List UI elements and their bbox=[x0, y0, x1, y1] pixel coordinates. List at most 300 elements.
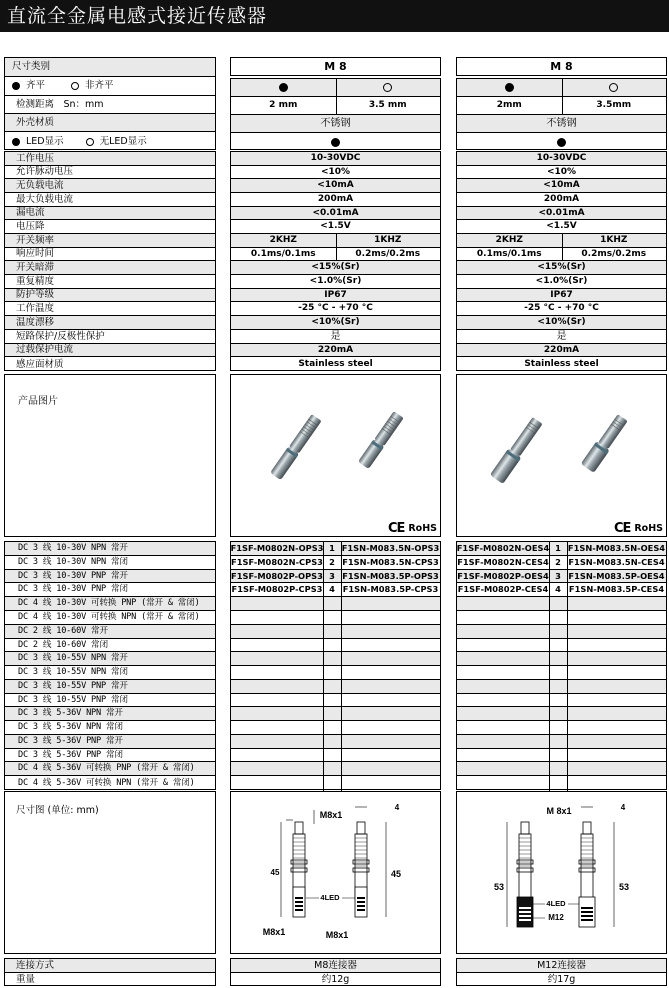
footer-label-box bbox=[4, 958, 216, 986]
model-nonflush bbox=[567, 762, 666, 775]
divider bbox=[549, 776, 550, 791]
model-nonflush bbox=[567, 735, 666, 748]
model-row bbox=[231, 611, 440, 625]
model-row bbox=[231, 694, 440, 707]
dimension-label-box bbox=[4, 791, 216, 954]
divider bbox=[341, 666, 342, 679]
filled-dot-icon bbox=[505, 83, 514, 92]
weight-label: 重量 bbox=[16, 974, 36, 986]
model-nonflush bbox=[567, 597, 666, 610]
model-row bbox=[457, 721, 666, 735]
output-type: DC 3 线 10-30V PNP 常开 bbox=[5, 570, 215, 583]
cert-marks bbox=[614, 521, 663, 536]
spec-label: 允许脉动电压 bbox=[5, 166, 215, 179]
output-type: DC 3 线 10-55V NPN 常开 bbox=[5, 652, 215, 666]
model-nonflush bbox=[341, 666, 440, 679]
model-flush bbox=[231, 666, 323, 679]
divider bbox=[323, 652, 324, 665]
flush-text: 齐平 bbox=[26, 80, 46, 92]
divider bbox=[567, 583, 568, 596]
divider bbox=[341, 735, 342, 748]
spec-value: -25 °C - +70 °C bbox=[231, 302, 440, 316]
divider bbox=[549, 680, 550, 693]
model-nonflush bbox=[341, 680, 440, 693]
output-type: DC 2 线 10-60V 常开 bbox=[5, 625, 215, 639]
model-nonflush bbox=[567, 639, 666, 651]
divider bbox=[567, 694, 568, 706]
dimension-label: 尺寸图 (单位: mm) bbox=[16, 805, 99, 816]
divider bbox=[323, 680, 324, 693]
divider bbox=[323, 762, 324, 775]
divider bbox=[323, 556, 324, 569]
freq-nonflush: 1KHZ bbox=[374, 235, 402, 245]
sensor-image bbox=[581, 413, 630, 473]
model-nonflush bbox=[567, 749, 666, 761]
sensor-outline bbox=[579, 822, 595, 927]
divider bbox=[567, 680, 568, 693]
output-type: DC 3 线 5-36V PNP 常开 bbox=[5, 735, 215, 749]
model-row bbox=[457, 776, 666, 791]
divider bbox=[567, 721, 568, 734]
output-type: DC 3 线 5-36V NPN 常闭 bbox=[5, 721, 215, 735]
spec-value: <10mA bbox=[231, 179, 440, 193]
led-legend bbox=[5, 132, 215, 151]
divider bbox=[549, 749, 550, 761]
model-row bbox=[457, 625, 666, 639]
divider bbox=[567, 625, 568, 638]
divider bbox=[323, 625, 324, 638]
spec-value: <15%(Sr) bbox=[457, 261, 666, 275]
dim-label: 53 bbox=[493, 882, 505, 892]
model-index: 2 bbox=[555, 557, 561, 568]
nonflush-text: 非齐平 bbox=[85, 80, 114, 92]
model-index: 4 bbox=[555, 584, 561, 595]
rohs-mark: RoHS bbox=[634, 523, 663, 534]
model-flush bbox=[231, 597, 323, 610]
model-row bbox=[231, 625, 440, 639]
distance-row bbox=[457, 97, 666, 115]
model-row bbox=[457, 570, 666, 583]
divider bbox=[341, 762, 342, 775]
dim-label: 4LED bbox=[320, 893, 340, 902]
housing-label: 外壳材质 bbox=[5, 114, 215, 132]
spec-label: 漏电流 bbox=[5, 207, 215, 220]
model-nonflush bbox=[341, 652, 440, 665]
spec-label: 工作温度 bbox=[5, 302, 215, 316]
model-nonflush: F1SN-M083.5N-CES4 bbox=[568, 557, 665, 568]
dim-label: 45 bbox=[270, 868, 280, 877]
spec-label: 过载保护电流 bbox=[5, 344, 215, 357]
model-nonflush: F1SN-M083.5P-OPS3 bbox=[342, 570, 439, 581]
model-nonflush: F1SN-M083.5P-CES4 bbox=[568, 584, 665, 595]
divider bbox=[549, 597, 550, 610]
flush-symbols-row bbox=[457, 79, 666, 97]
model-row bbox=[457, 666, 666, 680]
flush-cell bbox=[457, 79, 562, 96]
model-index bbox=[549, 721, 567, 734]
model-index bbox=[323, 776, 341, 791]
spec-value: <10% bbox=[457, 166, 666, 179]
dim-label: M12 bbox=[548, 913, 564, 922]
model-nonflush bbox=[567, 680, 666, 693]
resp-flush: 0.1ms/0.1ms bbox=[250, 248, 316, 259]
spec-label: 最大负载电流 bbox=[5, 193, 215, 207]
freq-nonflush: 1KHZ bbox=[600, 235, 628, 245]
divider bbox=[549, 694, 550, 706]
model-nonflush bbox=[567, 652, 666, 665]
divider bbox=[341, 721, 342, 734]
model-flush bbox=[231, 735, 323, 748]
spec-value: Stainless steel bbox=[524, 359, 599, 369]
dim-label: M8x1 bbox=[319, 810, 343, 820]
spec-value: <10mA bbox=[457, 179, 666, 193]
model-row bbox=[231, 749, 440, 762]
divider bbox=[567, 776, 568, 791]
divider bbox=[549, 652, 550, 665]
size-value: M 8 bbox=[324, 60, 347, 73]
footer-values bbox=[230, 958, 441, 986]
cert-marks bbox=[388, 521, 437, 536]
model-nonflush bbox=[341, 639, 440, 651]
model-row bbox=[457, 680, 666, 694]
model-flush bbox=[231, 707, 323, 720]
spec-value: <10%(Sr) bbox=[457, 316, 666, 330]
model-nonflush bbox=[341, 776, 440, 791]
model-flush bbox=[231, 721, 323, 734]
dimension-drawing-box bbox=[230, 791, 441, 954]
spec-label: 开关暗滞 bbox=[5, 261, 215, 275]
model-index bbox=[549, 652, 567, 665]
model-nonflush bbox=[567, 721, 666, 734]
model-flush bbox=[457, 611, 549, 624]
rohs-mark: RoHS bbox=[408, 523, 437, 534]
output-types-box bbox=[4, 541, 216, 790]
model-flush: F1SF-M0802P-CES4 bbox=[457, 584, 549, 595]
resp-row bbox=[457, 248, 666, 261]
spec-value: 220mA bbox=[231, 344, 440, 357]
model-nonflush: F1SN-M083.5N-OPS3 bbox=[341, 543, 440, 554]
model-row bbox=[231, 542, 440, 556]
divider bbox=[567, 749, 568, 761]
dim-label: 4 bbox=[620, 803, 626, 812]
spec-label: 温度漂移 bbox=[5, 316, 215, 330]
spec-value: <15%(Sr) bbox=[231, 261, 440, 275]
model-nonflush: F1SN-M083.5P-OES4 bbox=[568, 570, 665, 581]
model-index: 2 bbox=[329, 557, 335, 568]
distance-row bbox=[231, 97, 440, 115]
model-row bbox=[457, 583, 666, 597]
spec-value: 10-30VDC bbox=[231, 152, 440, 166]
output-type: DC 4 线 10-30V 可转换 PNP (常开 & 常闭) bbox=[5, 597, 215, 611]
spec-value: <1.0%(Sr) bbox=[457, 275, 666, 289]
model-table bbox=[456, 541, 667, 790]
model-flush bbox=[457, 597, 549, 610]
model-flush: F1SF-M0802N-CES4 bbox=[457, 557, 549, 568]
model-nonflush: F1SN-M083.5N-OES4 bbox=[567, 543, 666, 554]
model-flush bbox=[457, 721, 549, 734]
divider bbox=[341, 776, 342, 791]
model-row bbox=[457, 597, 666, 611]
model-row bbox=[457, 694, 666, 707]
model-index bbox=[549, 749, 567, 761]
model-index bbox=[549, 625, 567, 638]
output-type: DC 3 线 10-55V NPN 常闭 bbox=[5, 666, 215, 680]
model-nonflush bbox=[567, 694, 666, 706]
model-row bbox=[457, 556, 666, 570]
model-row bbox=[231, 721, 440, 735]
led-yes-text: LED显示 bbox=[26, 135, 64, 147]
spec-value: <1.5V bbox=[231, 220, 440, 234]
spec-label: 响应时间 bbox=[5, 248, 215, 261]
output-type: DC 3 线 10-55V PNP 常闭 bbox=[5, 694, 215, 707]
model-row bbox=[457, 611, 666, 625]
model-index bbox=[323, 597, 341, 610]
sensor-outline bbox=[353, 822, 369, 917]
dim-label: M8x1 bbox=[262, 927, 286, 937]
model-index bbox=[323, 680, 341, 693]
model-row bbox=[457, 762, 666, 776]
model-index: 4 bbox=[329, 584, 335, 595]
model-flush bbox=[231, 611, 323, 624]
model-nonflush bbox=[341, 721, 440, 734]
spec-value: IP67 bbox=[231, 289, 440, 302]
spec-top-values bbox=[230, 78, 441, 150]
output-type: DC 3 线 5-36V PNP 常闭 bbox=[5, 749, 215, 762]
flush-cell bbox=[231, 79, 336, 96]
spec-value: <1.0%(Sr) bbox=[231, 275, 440, 289]
model-index bbox=[323, 721, 341, 734]
filled-dot-icon bbox=[331, 138, 340, 147]
model-flush bbox=[231, 762, 323, 775]
model-nonflush: F1SN-M083.5P-CPS3 bbox=[342, 584, 439, 595]
model-index bbox=[549, 707, 567, 720]
spec-label: 重复精度 bbox=[5, 275, 215, 289]
connection-value: M12连接器 bbox=[457, 959, 666, 973]
divider bbox=[323, 721, 324, 734]
divider bbox=[323, 639, 324, 651]
dist-flush: 2mm bbox=[496, 100, 522, 110]
filled-dot-icon bbox=[12, 138, 20, 146]
sensor-image bbox=[358, 411, 404, 469]
model-index: 3 bbox=[329, 570, 335, 581]
hollow-dot-icon bbox=[383, 83, 392, 92]
divider bbox=[323, 666, 324, 679]
detect-dist-label: 检测距离 Sn：mm bbox=[5, 96, 215, 114]
divider bbox=[341, 570, 342, 582]
sensor-photo bbox=[457, 395, 666, 515]
output-type: DC 4 线 5-36V 可转换 PNP (常开 & 常闭) bbox=[5, 762, 215, 776]
model-flush: F1SF-M0802N-OES4 bbox=[457, 543, 550, 554]
flush-symbols-row bbox=[231, 79, 440, 97]
model-flush: F1SF-M0802P-OPS3 bbox=[231, 570, 323, 581]
model-table bbox=[230, 541, 441, 790]
ce-mark: CE bbox=[387, 521, 405, 536]
model-flush bbox=[231, 749, 323, 761]
model-row bbox=[231, 707, 440, 721]
divider bbox=[323, 570, 324, 582]
spec-value: <0.01mA bbox=[231, 207, 440, 220]
nonflush-cell bbox=[562, 79, 667, 96]
spec-label: 短路保护/反极性保护 bbox=[5, 330, 215, 344]
model-index bbox=[323, 639, 341, 651]
divider bbox=[341, 652, 342, 665]
model-nonflush bbox=[341, 625, 440, 638]
spec-value: 10-30VDC bbox=[457, 152, 666, 166]
spec-electrical-values bbox=[456, 151, 667, 371]
output-type: DC 2 线 10-60V 常闭 bbox=[5, 639, 215, 652]
spec-label: 电压降 bbox=[5, 220, 215, 234]
model-index bbox=[549, 666, 567, 679]
hollow-dot-icon bbox=[71, 82, 79, 90]
model-index bbox=[549, 611, 567, 624]
dimension-drawing bbox=[457, 792, 666, 953]
model-row bbox=[457, 652, 666, 666]
model-flush bbox=[457, 652, 549, 665]
spec-top-values bbox=[456, 78, 667, 150]
resp-row bbox=[231, 248, 440, 261]
model-flush: F1SF-M0802P-CPS3 bbox=[231, 584, 323, 595]
model-flush bbox=[457, 680, 549, 693]
divider bbox=[341, 597, 342, 610]
size-value: M 8 bbox=[550, 60, 573, 73]
model-index bbox=[323, 652, 341, 665]
output-type: DC 3 线 5-36V NPN 常开 bbox=[5, 707, 215, 721]
hollow-dot-icon bbox=[86, 138, 94, 146]
model-row bbox=[231, 680, 440, 694]
size-header bbox=[456, 57, 667, 76]
model-flush: F1SF-M0802P-OES4 bbox=[457, 570, 549, 581]
led-no-text: 无LED显示 bbox=[99, 135, 147, 147]
spec-value: 200mA bbox=[231, 193, 440, 207]
divider bbox=[323, 735, 324, 748]
spec-value: <10%(Sr) bbox=[231, 316, 440, 330]
model-index: 1 bbox=[329, 543, 335, 554]
model-flush bbox=[231, 625, 323, 638]
connection-label: 连接方式 bbox=[5, 959, 215, 973]
model-nonflush bbox=[567, 625, 666, 638]
spec-label-electrical bbox=[4, 151, 216, 371]
model-flush: F1SF-M0802N-CPS3 bbox=[231, 557, 323, 568]
divider bbox=[567, 556, 568, 569]
output-type: DC 3 线 10-30V NPN 常闭 bbox=[5, 556, 215, 570]
model-nonflush bbox=[341, 694, 440, 706]
divider bbox=[567, 597, 568, 610]
divider bbox=[323, 542, 324, 555]
model-flush bbox=[231, 776, 323, 791]
divider bbox=[549, 735, 550, 748]
divider bbox=[341, 749, 342, 761]
dim-label: M 8x1 bbox=[546, 806, 572, 816]
divider bbox=[549, 611, 550, 624]
spec-value: 是 bbox=[457, 330, 666, 344]
connection-value: M8连接器 bbox=[231, 959, 440, 973]
model-flush bbox=[457, 694, 549, 706]
spec-label: 工作电压 bbox=[5, 152, 215, 166]
model-nonflush bbox=[341, 611, 440, 624]
dimension-drawing bbox=[231, 792, 440, 953]
divider bbox=[567, 666, 568, 679]
model-flush bbox=[231, 652, 323, 665]
model-flush bbox=[231, 680, 323, 693]
model-index: 3 bbox=[555, 570, 561, 581]
weight-value: 约17g bbox=[547, 974, 576, 986]
model-index bbox=[549, 735, 567, 748]
model-row bbox=[231, 583, 440, 597]
model-row bbox=[231, 570, 440, 583]
filled-dot-icon bbox=[12, 82, 20, 90]
dim-label: 4 bbox=[394, 803, 400, 812]
model-flush bbox=[457, 639, 549, 651]
page-title: 直流全金属电感式接近传感器 bbox=[0, 0, 669, 32]
model-flush bbox=[457, 625, 549, 638]
dim-label: 53 bbox=[618, 882, 630, 892]
dist-nonflush: 3.5 mm bbox=[368, 100, 407, 110]
led-row bbox=[457, 133, 666, 151]
divider bbox=[567, 707, 568, 720]
model-index bbox=[323, 749, 341, 761]
spec-value: <10% bbox=[231, 166, 440, 179]
model-index bbox=[549, 762, 567, 775]
hollow-dot-icon bbox=[609, 83, 618, 92]
divider bbox=[323, 597, 324, 610]
model-row bbox=[231, 762, 440, 776]
housing-value: 不锈钢 bbox=[457, 115, 666, 133]
model-index bbox=[549, 597, 567, 610]
model-index bbox=[323, 762, 341, 775]
model-flush: F1SF-M0802N-OPS3 bbox=[231, 543, 324, 554]
product-image-box bbox=[230, 374, 441, 537]
model-nonflush bbox=[567, 666, 666, 679]
dimension-drawing-box bbox=[456, 791, 667, 954]
divider bbox=[549, 721, 550, 734]
sensor-image bbox=[270, 414, 322, 480]
divider bbox=[549, 707, 550, 720]
model-index bbox=[323, 611, 341, 624]
divider bbox=[549, 556, 550, 569]
product-image-label-box bbox=[4, 374, 216, 537]
footer-values bbox=[456, 958, 667, 986]
dim-label: 4LED bbox=[546, 899, 566, 908]
spec-electrical-values bbox=[230, 151, 441, 371]
divider bbox=[549, 583, 550, 596]
divider bbox=[341, 694, 342, 706]
dist-nonflush: 3.5mm bbox=[596, 100, 632, 110]
spec-value: -25 °C - +70 °C bbox=[457, 302, 666, 316]
spec-value: Stainless steel bbox=[298, 359, 373, 369]
divider bbox=[567, 652, 568, 665]
model-nonflush bbox=[341, 597, 440, 610]
output-type: DC 3 线 10-30V PNP 常闭 bbox=[5, 583, 215, 597]
divider bbox=[341, 625, 342, 638]
model-index bbox=[549, 776, 567, 791]
model-index bbox=[323, 694, 341, 706]
freq-flush: 2KHZ bbox=[269, 235, 297, 245]
model-flush bbox=[457, 707, 549, 720]
filled-dot-icon bbox=[279, 83, 288, 92]
resp-nonflush: 0.2ms/0.2ms bbox=[355, 248, 421, 259]
model-nonflush bbox=[341, 707, 440, 720]
divider bbox=[341, 583, 342, 596]
output-type: DC 3 线 10-30V NPN 常开 bbox=[5, 542, 215, 556]
divider bbox=[549, 625, 550, 638]
resp-nonflush: 0.2ms/0.2ms bbox=[581, 248, 647, 259]
output-type: DC 4 线 5-36V 可转换 NPN (常开 & 常闭) bbox=[18, 778, 195, 789]
dim-label: 45 bbox=[390, 869, 402, 879]
divider bbox=[567, 611, 568, 624]
model-nonflush bbox=[567, 776, 666, 791]
dist-flush: 2 mm bbox=[269, 100, 298, 110]
resp-flush: 0.1ms/0.1ms bbox=[476, 248, 542, 259]
